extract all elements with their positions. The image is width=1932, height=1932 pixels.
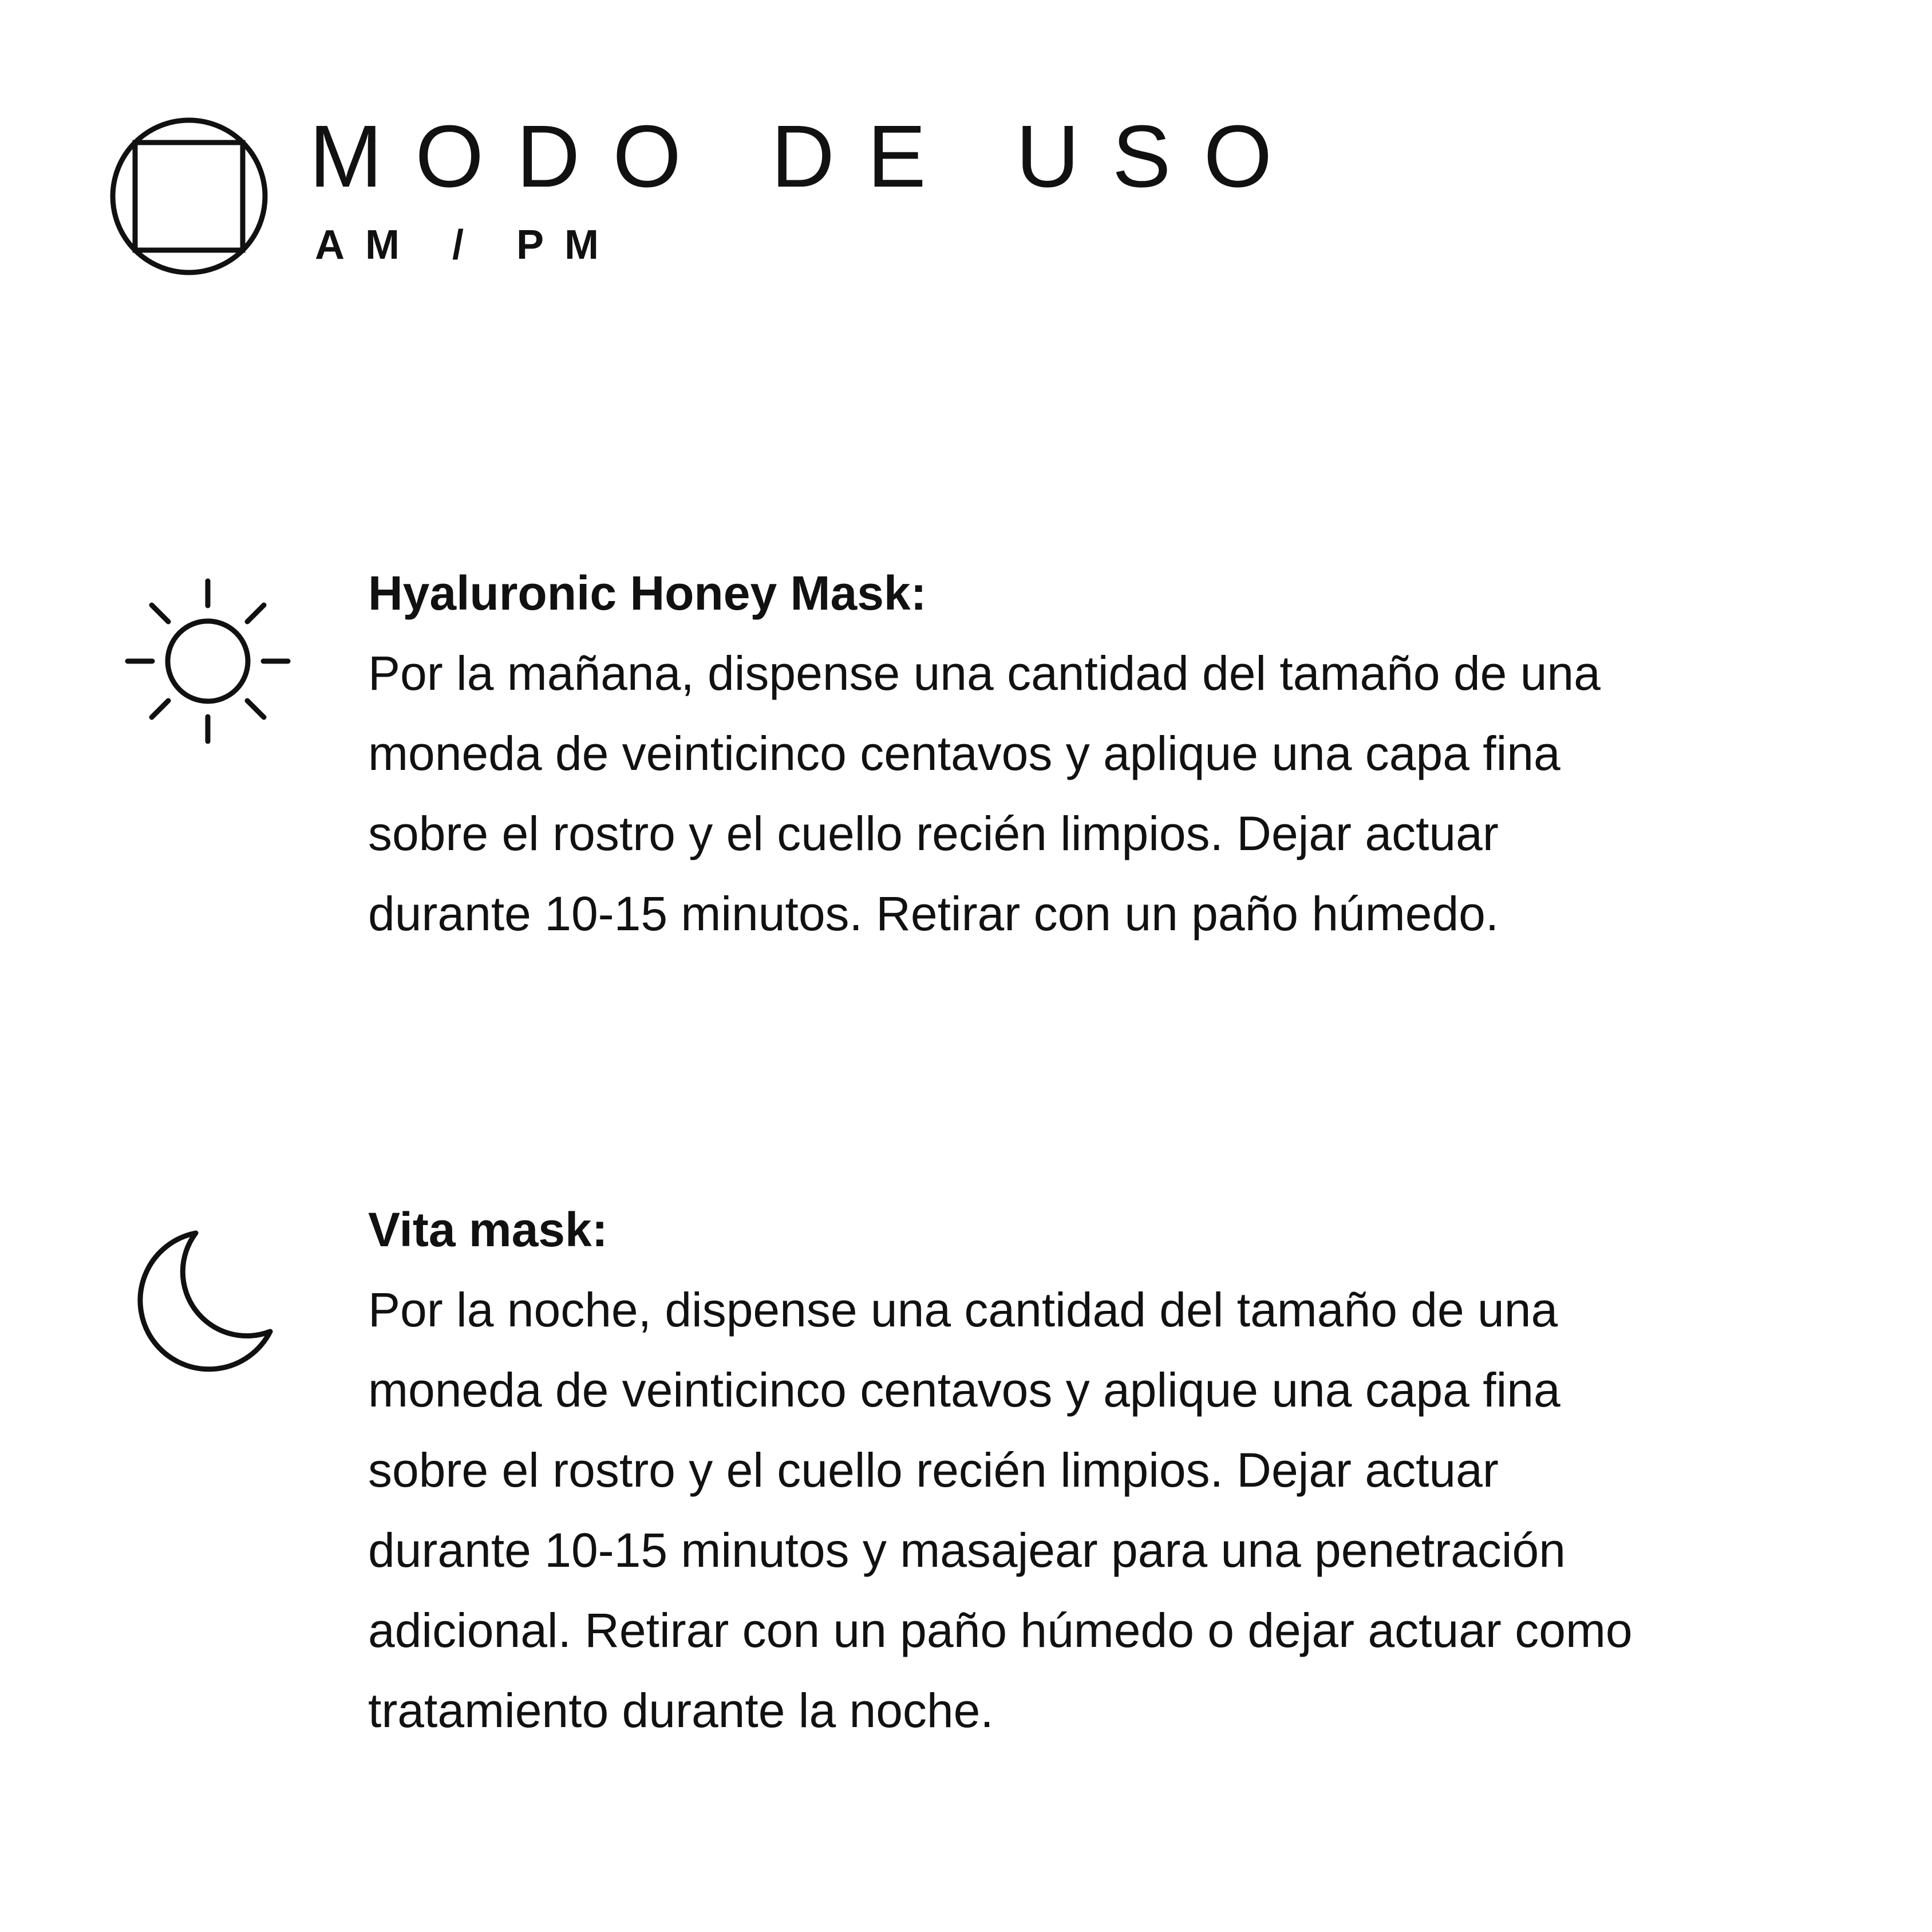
sun-icon (125, 578, 291, 744)
section-text-line: Por la mañana, dispense una cantidad del tamaño de una (368, 646, 1601, 700)
page-title: MODO DE USO (309, 107, 1305, 206)
section-text-line: adicional. Retirar con un paño húmedo o dejar actuar como (368, 1603, 1633, 1657)
section-text-line: durante 10-15 minutos. Retirar con un paño húmedo. (368, 887, 1499, 941)
moon-icon (135, 1228, 278, 1377)
section-text-line: sobre el rostro y el cuello recién limpios. Dejar actuar (368, 807, 1499, 860)
section-text-line: tratamiento durante la noche. (368, 1684, 994, 1737)
page-subtitle: AM / PM (315, 222, 619, 268)
section-text-line: moneda de veinticinco centavos y aplique una capa fina (368, 726, 1560, 780)
circle-square-logo-icon (109, 116, 269, 276)
section-heading: Hyaluronic Honey Mask: (368, 566, 927, 620)
section-text-line: Por la noche, dispense una cantidad del tamaño de una (368, 1283, 1558, 1337)
am-usage-section (368, 553, 1834, 954)
pm-usage-section (368, 1190, 1834, 1751)
section-text-line: durante 10-15 minutos y masajear para una penetración (368, 1523, 1566, 1577)
section-text-line: sobre el rostro y el cuello recién limpios. Dejar actuar (368, 1443, 1499, 1497)
section-text-line: moneda de veinticinco centavos y aplique una capa fina (368, 1363, 1560, 1417)
section-heading: Vita mask: (368, 1203, 608, 1257)
